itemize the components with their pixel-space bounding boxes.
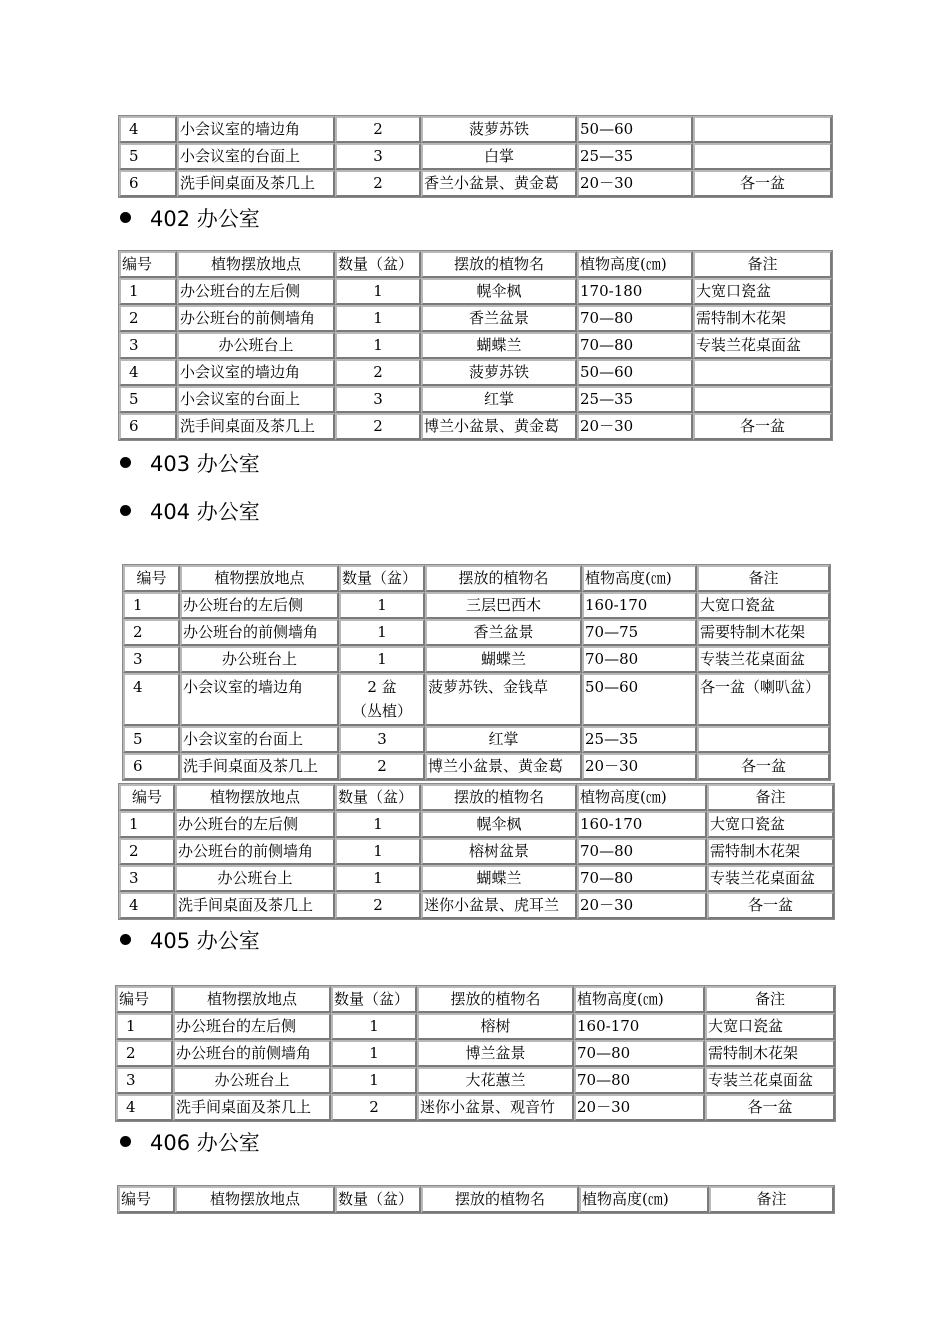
cell-location: 办公班台的左后侧 (177, 278, 335, 305)
cell-height: 70—80 (574, 1040, 705, 1067)
header-plant: 摆放的植物名 (425, 565, 582, 592)
header-plant: 摆放的植物名 (421, 1186, 579, 1213)
cell-no: 3 (119, 332, 177, 359)
cell-plant: 迷你小盆景、观音竹 (417, 1094, 574, 1121)
table-continued (118, 115, 833, 198)
table-row (119, 116, 832, 143)
header-no: 编号 (123, 565, 180, 592)
cell-height: 70—80 (577, 838, 707, 865)
table-row (119, 865, 834, 892)
cell-height: 70—80 (582, 646, 697, 673)
cell-no: 5 (119, 386, 177, 413)
cell-plant: 蝴蝶兰 (421, 332, 577, 359)
section-heading-403 (120, 450, 260, 478)
cell-no: 5 (123, 726, 180, 753)
cell-no: 6 (119, 170, 177, 197)
table-row (119, 305, 832, 332)
cell-qty (339, 673, 425, 726)
cell-height: 70—75 (582, 619, 697, 646)
header-no: 编号 (118, 1186, 175, 1213)
cell-no: 4 (119, 892, 175, 919)
table-row (119, 811, 834, 838)
cell-location: 小会议室的台面上 (177, 143, 335, 170)
header-location: 植物摆放地点 (177, 251, 335, 278)
header-location: 植物摆放地点 (173, 986, 331, 1013)
cell-location: 办公班台的前侧墙角 (180, 619, 339, 646)
cell-location: 小会议室的墙边角 (177, 116, 335, 143)
table-header-row (119, 784, 834, 811)
cell-note: 需特制木花架 (705, 1040, 835, 1067)
cell-qty: 1 (331, 1040, 417, 1067)
qty-value: 2 盆 (367, 678, 397, 696)
cell-plant: 香兰盆景 (425, 619, 582, 646)
cell-note: 各一盆 (707, 892, 834, 919)
table-row (123, 619, 830, 646)
table-row (119, 892, 834, 919)
cell-qty: 2 (335, 116, 421, 143)
table-header-row (116, 986, 835, 1013)
cell-note (697, 726, 830, 753)
cell-no: 5 (119, 143, 177, 170)
cell-location: 办公班台的左后侧 (175, 811, 335, 838)
bullet-icon (120, 212, 131, 223)
cell-qty: 1 (335, 811, 421, 838)
table-row (123, 753, 830, 780)
cell-location: 办公班台上 (173, 1067, 331, 1094)
cell-qty: 1 (331, 1013, 417, 1040)
table-402 (118, 250, 833, 441)
cell-qty: 1 (331, 1067, 417, 1094)
table-header-row (123, 565, 830, 592)
cell-note: 各一盆 (697, 753, 830, 780)
table-row (123, 673, 830, 726)
cell-plant: 幌伞枫 (421, 278, 577, 305)
header-plant: 摆放的植物名 (421, 251, 577, 278)
cell-location: 洗手间桌面及茶几上 (180, 753, 339, 780)
section-title: 404 办公室 (150, 500, 260, 524)
cell-height: 25—35 (582, 726, 697, 753)
table-row (119, 143, 832, 170)
cell-no: 6 (123, 753, 180, 780)
header-no: 编号 (119, 784, 175, 811)
cell-note: 各一盆（喇叭盆） (697, 673, 830, 726)
cell-note: 大宽口瓷盆 (707, 811, 834, 838)
cell-height: 170-180 (577, 278, 693, 305)
cell-location: 洗手间桌面及茶几上 (173, 1094, 331, 1121)
cell-height: 50—60 (577, 116, 693, 143)
cell-plant: 香兰盆景 (421, 305, 577, 332)
cell-height: 70—80 (577, 332, 693, 359)
header-height: 植物高度(㎝) (582, 565, 697, 592)
header-qty: 数量（盆） (331, 986, 417, 1013)
qty-note: （丛植） (351, 702, 412, 720)
cell-note: 需特制木花架 (707, 838, 834, 865)
cell-location: 办公班台的前侧墙角 (175, 838, 335, 865)
cell-height: 160-170 (582, 592, 697, 619)
bullet-icon (120, 505, 131, 516)
cell-location: 小会议室的台面上 (180, 726, 339, 753)
table-row (119, 332, 832, 359)
cell-qty: 2 (331, 1094, 417, 1121)
cell-note: 大宽口瓷盆 (705, 1013, 835, 1040)
section-heading-405 (120, 927, 260, 955)
cell-height: 70—80 (574, 1067, 705, 1094)
cell-qty: 3 (335, 143, 421, 170)
table-row (116, 1040, 835, 1067)
header-qty: 数量（盆） (335, 251, 421, 278)
cell-height: 70—80 (577, 305, 693, 332)
header-note: 备注 (705, 986, 835, 1013)
cell-no: 4 (116, 1094, 173, 1121)
cell-note (693, 386, 832, 413)
table-row (123, 592, 830, 619)
header-qty: 数量（盆） (339, 565, 425, 592)
table-404b (118, 783, 835, 920)
cell-qty: 3 (339, 726, 425, 753)
cell-height: 20－30 (577, 170, 693, 197)
cell-location: 洗手间桌面及茶几上 (177, 413, 335, 440)
cell-note: 大宽口瓷盆 (697, 592, 830, 619)
cell-height: 70—80 (577, 865, 707, 892)
cell-location: 洗手间桌面及茶几上 (175, 892, 335, 919)
table-header-row (118, 1186, 834, 1213)
table-404a (122, 564, 831, 781)
table-row (119, 278, 832, 305)
cell-no: 1 (116, 1013, 173, 1040)
header-qty: 数量（盆） (335, 1186, 421, 1213)
cell-note (693, 359, 832, 386)
cell-no: 1 (119, 811, 175, 838)
cell-plant: 香兰小盆景、黄金葛 (421, 170, 577, 197)
cell-qty: 1 (335, 278, 421, 305)
header-note: 备注 (697, 565, 830, 592)
cell-note: 各一盆 (705, 1094, 835, 1121)
header-location: 植物摆放地点 (180, 565, 339, 592)
cell-no: 4 (119, 359, 177, 386)
table-row (116, 1067, 835, 1094)
cell-qty: 1 (335, 865, 421, 892)
header-note: 备注 (693, 251, 832, 278)
cell-height: 160-170 (577, 811, 707, 838)
cell-plant: 红掌 (421, 386, 577, 413)
cell-qty: 1 (335, 838, 421, 865)
table-row (123, 726, 830, 753)
cell-location: 洗手间桌面及茶几上 (177, 170, 335, 197)
header-note: 备注 (709, 1186, 834, 1213)
header-location: 植物摆放地点 (175, 784, 335, 811)
header-qty: 数量（盆） (335, 784, 421, 811)
cell-note: 各一盆 (693, 413, 832, 440)
header-plant: 摆放的植物名 (417, 986, 574, 1013)
cell-no: 3 (123, 646, 180, 673)
table-row (116, 1013, 835, 1040)
cell-no: 6 (119, 413, 177, 440)
cell-plant: 迷你小盆景、虎耳兰 (421, 892, 577, 919)
cell-note (693, 143, 832, 170)
table-406 (117, 1185, 835, 1214)
cell-plant: 红掌 (425, 726, 582, 753)
header-location: 植物摆放地点 (175, 1186, 335, 1213)
cell-height: 50—60 (582, 673, 697, 726)
cell-plant: 博兰小盆景、黄金葛 (425, 753, 582, 780)
cell-height: 50—60 (577, 359, 693, 386)
header-height: 植物高度(㎝) (577, 251, 693, 278)
cell-height: 25—35 (577, 143, 693, 170)
cell-no: 4 (119, 116, 177, 143)
cell-location: 小会议室的墙边角 (177, 359, 335, 386)
cell-qty: 2 (335, 892, 421, 919)
cell-plant: 蝴蝶兰 (425, 646, 582, 673)
header-height: 植物高度(㎝) (574, 986, 705, 1013)
cell-note: 专装兰花桌面盆 (697, 646, 830, 673)
section-title: 403 办公室 (150, 452, 260, 476)
section-title: 405 办公室 (150, 929, 260, 953)
section-title: 406 办公室 (150, 1131, 260, 1155)
cell-location: 办公班台上 (175, 865, 335, 892)
cell-location: 办公班台的前侧墙角 (173, 1040, 331, 1067)
bullet-icon (120, 1136, 131, 1147)
cell-plant: 博兰小盆景、黄金葛 (421, 413, 577, 440)
cell-qty: 1 (335, 305, 421, 332)
cell-note: 专装兰花桌面盆 (705, 1067, 835, 1094)
cell-height: 25—35 (577, 386, 693, 413)
cell-plant: 三层巴西木 (425, 592, 582, 619)
table-row (116, 1094, 835, 1121)
cell-qty: 2 (335, 413, 421, 440)
cell-qty: 1 (339, 592, 425, 619)
section-heading-406 (120, 1129, 260, 1157)
header-plant: 摆放的植物名 (421, 784, 577, 811)
cell-location: 小会议室的墙边角 (180, 673, 339, 726)
cell-no: 3 (116, 1067, 173, 1094)
cell-height: 20－30 (577, 892, 707, 919)
cell-qty: 2 (335, 170, 421, 197)
cell-qty: 1 (339, 619, 425, 646)
header-no: 编号 (119, 251, 177, 278)
cell-location: 小会议室的台面上 (177, 386, 335, 413)
cell-qty: 2 (339, 753, 425, 780)
table-row (119, 413, 832, 440)
cell-no: 2 (116, 1040, 173, 1067)
cell-location: 办公班台上 (177, 332, 335, 359)
table-row (119, 359, 832, 386)
table-row (119, 170, 832, 197)
cell-plant: 菠萝苏铁、金钱草 (425, 673, 582, 726)
header-height: 植物高度(㎝) (577, 784, 707, 811)
cell-note: 专装兰花桌面盆 (707, 865, 834, 892)
cell-location: 办公班台的左后侧 (180, 592, 339, 619)
bullet-icon (120, 934, 131, 945)
cell-note (693, 116, 832, 143)
cell-note: 各一盆 (693, 170, 832, 197)
cell-note: 需特制木花架 (693, 305, 832, 332)
cell-no: 4 (123, 673, 180, 726)
cell-no: 3 (119, 865, 175, 892)
cell-note: 需要特制木花架 (697, 619, 830, 646)
cell-plant: 大花蕙兰 (417, 1067, 574, 1094)
cell-height: 160-170 (574, 1013, 705, 1040)
cell-location: 办公班台上 (180, 646, 339, 673)
cell-plant: 菠萝苏铁 (421, 116, 577, 143)
cell-no: 1 (119, 278, 177, 305)
header-height: 植物高度(㎝) (579, 1186, 709, 1213)
cell-plant: 榕树 (417, 1013, 574, 1040)
cell-height: 20－30 (582, 753, 697, 780)
cell-no: 1 (123, 592, 180, 619)
cell-plant: 博兰盆景 (417, 1040, 574, 1067)
cell-qty: 1 (339, 646, 425, 673)
cell-qty: 1 (335, 332, 421, 359)
table-header-row (119, 251, 832, 278)
cell-note: 大宽口瓷盆 (693, 278, 832, 305)
header-note: 备注 (707, 784, 834, 811)
cell-plant: 幌伞枫 (421, 811, 577, 838)
cell-no: 2 (119, 305, 177, 332)
section-heading-402 (120, 205, 260, 233)
table-405 (115, 985, 836, 1122)
cell-plant: 蝴蝶兰 (421, 865, 577, 892)
cell-note: 专装兰花桌面盆 (693, 332, 832, 359)
cell-no: 2 (119, 838, 175, 865)
section-heading-404 (120, 498, 260, 526)
cell-qty: 2 (335, 359, 421, 386)
cell-plant: 菠萝苏铁 (421, 359, 577, 386)
cell-location: 办公班台的前侧墙角 (177, 305, 335, 332)
cell-qty: 3 (335, 386, 421, 413)
bullet-icon (120, 457, 131, 468)
table-row (119, 386, 832, 413)
cell-location: 办公班台的左后侧 (173, 1013, 331, 1040)
cell-height: 20－30 (574, 1094, 705, 1121)
header-no: 编号 (116, 986, 173, 1013)
cell-height: 20－30 (577, 413, 693, 440)
cell-plant: 榕树盆景 (421, 838, 577, 865)
cell-no: 2 (123, 619, 180, 646)
cell-plant: 白掌 (421, 143, 577, 170)
table-row (119, 838, 834, 865)
table-row (123, 646, 830, 673)
section-title: 402 办公室 (150, 207, 260, 231)
